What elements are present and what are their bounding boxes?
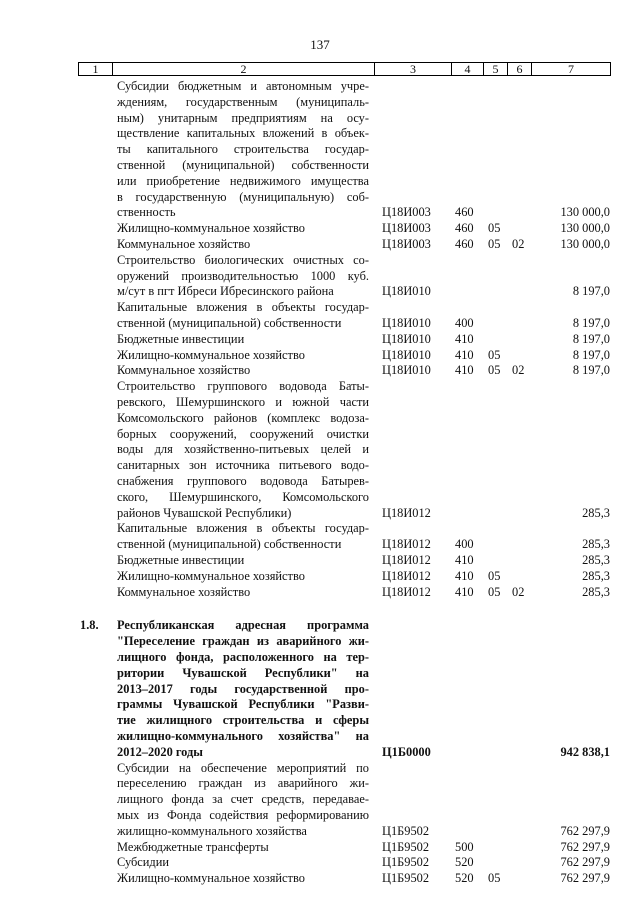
column-header-7: 7 xyxy=(532,63,611,76)
section-cell: 05 xyxy=(488,584,501,599)
description-line: районов Чувашской Республики) xyxy=(117,505,292,520)
target-code-cell: Ц18И010 xyxy=(382,315,431,330)
description-line: лищного фонда за счет средств, передавае- xyxy=(117,792,369,807)
expense-type-cell: 410 xyxy=(455,347,474,362)
row-description xyxy=(117,253,369,300)
amount-cell: 285,3 xyxy=(582,505,610,520)
description-line: Капитальные вложения в объекты государ- xyxy=(117,300,369,315)
column-header-5: 5 xyxy=(484,63,508,76)
description-line: ществление капитальных вложений в объек- xyxy=(117,126,369,141)
amount-cell: 762 297,9 xyxy=(560,871,610,886)
row-description xyxy=(117,221,369,237)
description-line: Коммунальное хозяйство xyxy=(117,584,251,599)
expense-type-cell: 500 xyxy=(455,839,474,854)
row-description xyxy=(117,553,369,569)
description-line: жилищно-коммунального хозяйства" на xyxy=(117,728,369,743)
section-cell: 05 xyxy=(488,347,501,362)
subsection-cell: 02 xyxy=(512,363,525,378)
description-line: ственной (муниципальной) собственности xyxy=(117,537,342,552)
amount-cell: 8 197,0 xyxy=(572,315,610,330)
target-code-cell: Ц18И012 xyxy=(382,584,431,599)
target-code-cell: Ц18И003 xyxy=(382,237,431,251)
row-description xyxy=(117,761,369,840)
description-line: 2013–2017 годы государственной про- xyxy=(117,681,369,696)
expense-type-cell: 400 xyxy=(455,537,474,552)
description-line: ным) унитарным предприятиям на осу- xyxy=(117,110,369,125)
description-line: Бюджетные инвестиции xyxy=(117,553,245,567)
column-header-1: 1 xyxy=(79,63,113,76)
row-description xyxy=(117,585,369,601)
expense-type-cell: 410 xyxy=(455,331,474,346)
row-description xyxy=(117,348,369,364)
target-code-cell: Ц1Б9502 xyxy=(382,823,430,838)
amount-cell: 942 838,1 xyxy=(560,744,610,759)
row-description xyxy=(117,300,369,332)
row-description xyxy=(117,332,369,348)
description-line: ственность xyxy=(117,205,176,220)
expense-type-cell: 410 xyxy=(455,363,474,378)
description-line: м/сут в пгт Ибреси Ибресинского района xyxy=(117,284,334,299)
row-description xyxy=(117,871,369,887)
amount-cell: 285,3 xyxy=(582,568,610,583)
target-code-cell: Ц18И012 xyxy=(382,505,431,520)
target-code-cell: Ц18И010 xyxy=(382,331,431,346)
description-line: "Переселение граждан из аварийного жи- xyxy=(117,634,369,649)
target-code-cell: Ц1Б0000 xyxy=(382,744,431,759)
target-code-cell: Ц1Б9502 xyxy=(382,855,430,870)
column-header-4: 4 xyxy=(452,63,484,76)
description-line: Субсидии на обеспечение мероприятий по xyxy=(117,760,369,775)
description-line: Жилищно-коммунальное хозяйство xyxy=(117,221,305,236)
target-code-cell: Ц1Б9502 xyxy=(382,839,430,854)
target-code-cell: Ц18И003 xyxy=(382,221,431,236)
row-description xyxy=(117,840,369,856)
description-line: ты капитального строительства государ- xyxy=(117,142,369,157)
description-line: Комсомольского районов (комплекс водоза- xyxy=(117,410,369,425)
description-line: Жилищно-коммунальное хозяйство xyxy=(117,568,305,583)
section-cell: 05 xyxy=(488,363,501,378)
description-line: лищного фонда, расположенного на тер- xyxy=(117,649,369,664)
description-line: Строительство группового водовода Баты- xyxy=(117,379,369,394)
expense-type-cell: 520 xyxy=(455,871,474,886)
row-description xyxy=(117,379,369,521)
description-line: Капитальные вложения в объекты государ- xyxy=(117,521,369,536)
section-cell: 05 xyxy=(488,221,501,236)
row-description xyxy=(117,569,369,585)
description-line: санитарных зон источника питьевого водо- xyxy=(117,458,369,473)
expense-type-cell: 460 xyxy=(455,221,474,236)
amount-cell: 285,3 xyxy=(582,553,610,567)
description-line: Субсидии бюджетным и автономным учре- xyxy=(117,79,369,93)
description-line: в государственную (муниципальную) соб- xyxy=(117,189,369,204)
section-cell: 05 xyxy=(488,871,501,886)
expense-type-cell: 460 xyxy=(455,205,474,220)
amount-cell: 285,3 xyxy=(582,537,610,552)
description-line: ственной (муниципальной) собственности xyxy=(117,157,369,172)
target-code-cell: Ц18И010 xyxy=(382,347,431,362)
description-line: тие жилищного строительства и сферы xyxy=(117,713,369,728)
row-description xyxy=(117,521,369,553)
description-line: ритории Чувашской Республики" на xyxy=(117,665,369,680)
description-line: Коммунальное хозяйство xyxy=(117,237,251,251)
description-line: ственной (муниципальной) собственности xyxy=(117,315,342,330)
description-line: 2012–2020 годы xyxy=(117,744,203,759)
description-line: оружений производительностью 1000 куб. xyxy=(117,268,369,283)
column-header-2: 2 xyxy=(113,63,375,76)
amount-cell: 130 000,0 xyxy=(560,237,610,251)
amount-cell: 8 197,0 xyxy=(572,363,610,378)
target-code-cell: Ц1Б9502 xyxy=(382,871,430,886)
row-description xyxy=(117,855,369,871)
amount-cell: 8 197,0 xyxy=(572,284,610,299)
description-line: снабжения группового водовода Батырев- xyxy=(117,473,369,488)
description-line: Жилищно-коммунальное хозяйство xyxy=(117,871,305,886)
target-code-cell: Ц18И003 xyxy=(382,205,431,220)
description-line: Бюджетные инвестиции xyxy=(117,331,245,346)
amount-cell: 285,3 xyxy=(582,584,610,599)
subsection-cell: 02 xyxy=(512,584,525,599)
expense-type-cell: 400 xyxy=(455,315,474,330)
description-line: ского, Шемуршинского, Комсомольского xyxy=(117,489,369,504)
section-number: 1.8. xyxy=(80,618,99,633)
description-line: или приобретение недвижимого имущества xyxy=(117,173,369,188)
expense-type-cell: 410 xyxy=(455,553,474,567)
description-line: Коммунальное хозяйство xyxy=(117,363,251,378)
description-line: Республиканская адресная программа xyxy=(117,618,369,633)
target-code-cell: Ц18И010 xyxy=(382,284,431,299)
description-line: мых из Фонда содействия реформированию xyxy=(117,807,369,822)
description-line: переселению граждан из аварийного жи- xyxy=(117,776,369,791)
description-line: Субсидии xyxy=(117,855,169,870)
amount-cell: 762 297,9 xyxy=(560,823,610,838)
column-header-6: 6 xyxy=(508,63,532,76)
amount-cell: 762 297,9 xyxy=(560,855,610,870)
amount-cell: 8 197,0 xyxy=(572,331,610,346)
row-description xyxy=(117,237,369,253)
target-code-cell: Ц18И010 xyxy=(382,363,431,378)
description-line: граммы Чувашской Республики "Разви- xyxy=(117,697,369,712)
section-cell: 05 xyxy=(488,237,501,251)
amount-cell: 130 000,0 xyxy=(560,205,610,220)
page-number: 137 xyxy=(310,37,330,52)
column-header-table xyxy=(78,62,611,76)
amount-cell: 130 000,0 xyxy=(560,221,610,236)
target-code-cell: Ц18И012 xyxy=(382,553,431,567)
description-line: ревского, Шемуршинского и южной части xyxy=(117,394,369,409)
expense-type-cell: 520 xyxy=(455,855,474,870)
expense-type-cell: 410 xyxy=(455,584,474,599)
expense-type-cell: 460 xyxy=(455,237,474,251)
expense-type-cell: 410 xyxy=(455,568,474,583)
target-code-cell: Ц18И012 xyxy=(382,568,431,583)
description-line: борных сооружений, сооружений очистки xyxy=(117,426,369,441)
description-line: жилищно-коммунального хозяйства xyxy=(117,823,307,838)
amount-cell: 8 197,0 xyxy=(572,347,610,362)
target-code-cell: Ц18И012 xyxy=(382,537,431,552)
description-line: Строительство биологических очистных со- xyxy=(117,252,369,267)
row-description xyxy=(117,618,369,760)
row-description xyxy=(117,79,369,221)
row-description xyxy=(117,363,369,379)
column-header-3: 3 xyxy=(375,63,452,76)
description-line: ждениям, государственным (муниципаль- xyxy=(117,94,369,109)
description-line: Межбюджетные трансферты xyxy=(117,839,269,854)
description-line: воды для хозяйственно-питьевых целей и xyxy=(117,442,369,457)
amount-cell: 762 297,9 xyxy=(560,839,610,854)
description-line: Жилищно-коммунальное хозяйство xyxy=(117,347,305,362)
subsection-cell: 02 xyxy=(512,237,525,251)
section-cell: 05 xyxy=(488,568,501,583)
